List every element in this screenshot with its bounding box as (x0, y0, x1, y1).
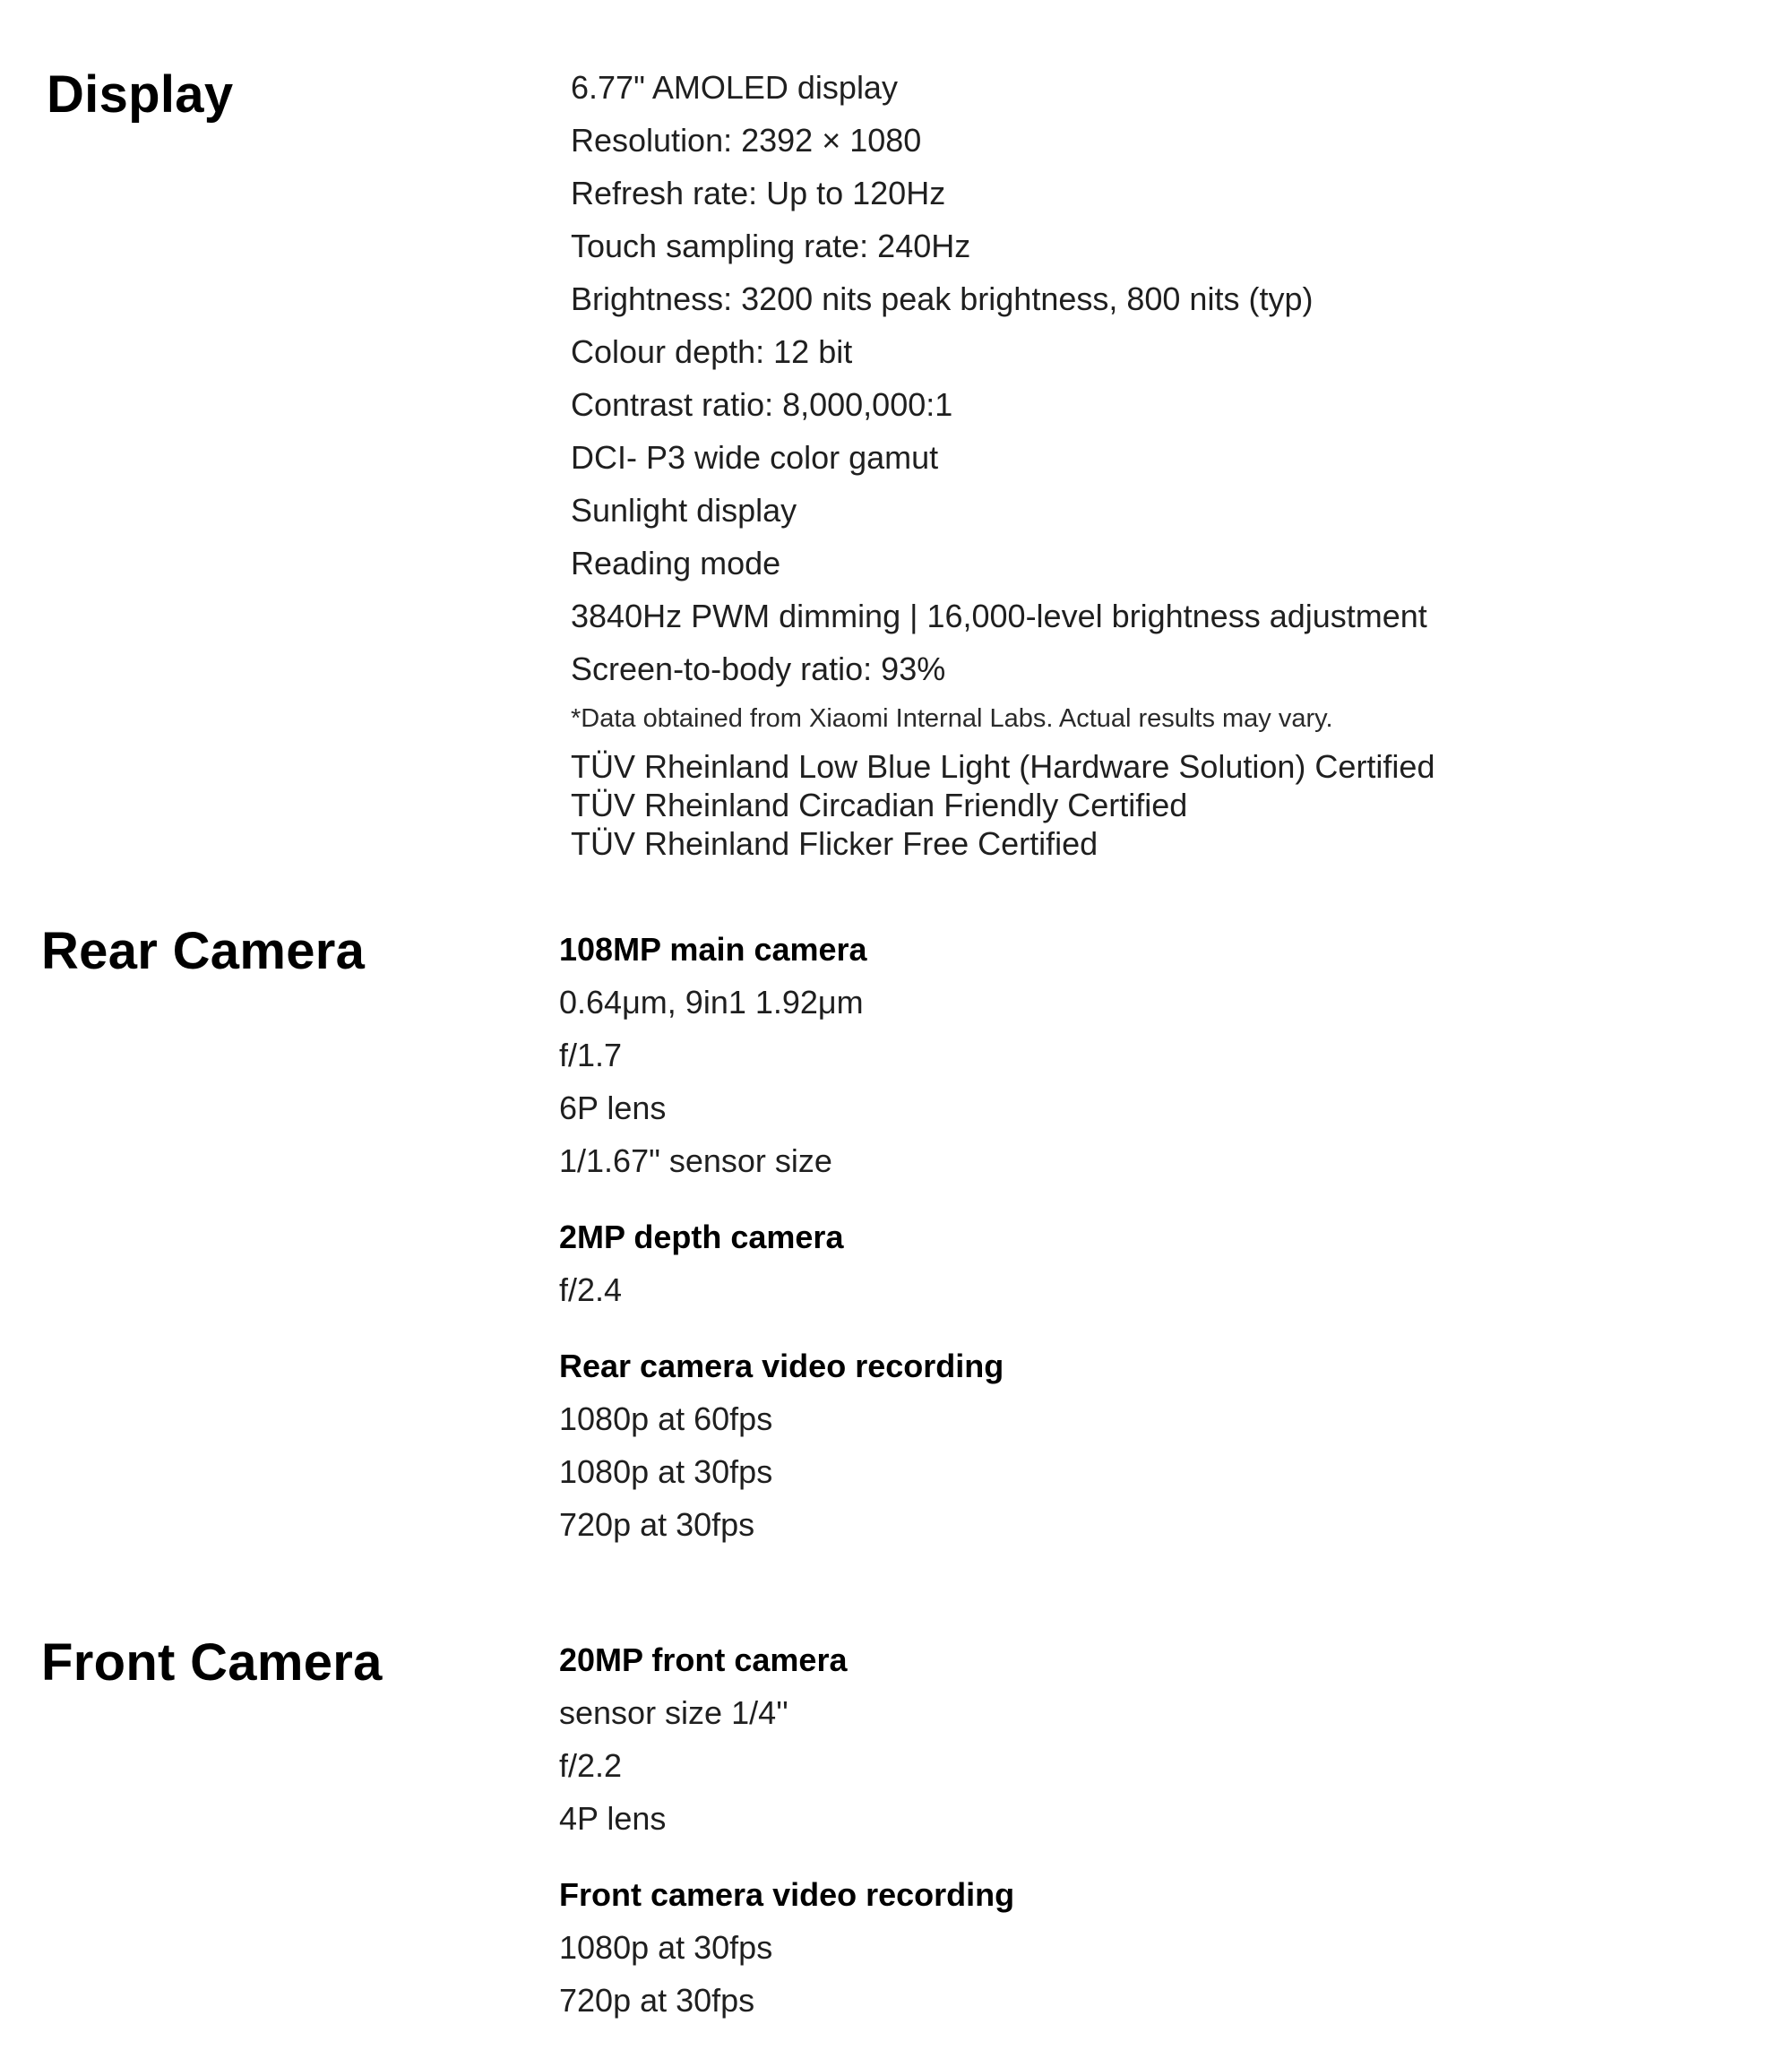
rear-camera-specs (559, 923, 1004, 1551)
display-spec-line: Colour depth: 12 bit (571, 333, 853, 370)
display-title: Display (47, 65, 234, 124)
rear-camera-title: Rear Camera (41, 922, 366, 980)
spec-item: 1080p at 30fps (559, 1453, 773, 1490)
spec-item: 1080p at 60fps (559, 1400, 773, 1437)
spec-item: f/2.4 (559, 1271, 623, 1308)
spec-group (559, 1633, 1014, 1845)
spec-group-heading: Front camera video recording (559, 1876, 1015, 1913)
display-spec-line: 3840Hz PWM dimming | 16,000-level brightness adjustment (571, 598, 1427, 634)
spec-item: 1/1.67" sensor size (559, 1142, 832, 1179)
display-spec-line: Screen-to-body ratio: 93% (571, 650, 946, 687)
display-spec-line: Brightness: 3200 nits peak brightness, 800 nits (typ) (571, 280, 1314, 317)
spec-item: f/1.7 (559, 1037, 623, 1073)
display-spec-line: Resolution: 2392 × 1080 (571, 122, 922, 159)
front-camera-specs (559, 1633, 1014, 2027)
certification-item: TÜV Rheinland Low Blue Light (Hardware Solution) Certified (571, 748, 1435, 785)
spec-item: 1080p at 30fps (559, 1929, 773, 1966)
display-spec-line: Contrast ratio: 8,000,000:1 (571, 386, 953, 423)
certification-item: TÜV Rheinland Flicker Free Certified (571, 825, 1098, 862)
spec-item: 0.64μm, 9in1 1.92μm (559, 984, 864, 1021)
spec-item: sensor size 1/4'' (559, 1694, 788, 1731)
spec-group-heading: 2MP depth camera (559, 1219, 844, 1255)
spec-group (559, 1210, 1004, 1316)
front-camera-title: Front Camera (41, 1633, 383, 1692)
display-spec-line: Sunlight display (571, 492, 797, 529)
display-spec-line: Touch sampling rate: 240Hz (571, 228, 971, 264)
display-spec-line: DCI- P3 wide color gamut (571, 439, 939, 476)
spec-item: f/2.2 (559, 1747, 623, 1784)
certification-item: TÜV Rheinland Circadian Friendly Certified (571, 787, 1188, 823)
display-spec-line: Refresh rate: Up to 120Hz (571, 175, 946, 211)
display-specs (571, 61, 1434, 863)
spec-group (559, 1868, 1014, 2027)
disclaimer-note: *Data obtained from Xiaomi Internal Labs. Actual results may vary. (571, 704, 1333, 733)
display-spec-line: 6.77" AMOLED display (571, 69, 898, 106)
spec-group-heading: 108MP main camera (559, 931, 867, 968)
spec-group-heading: Rear camera video recording (559, 1348, 1004, 1384)
spec-group-heading: 20MP front camera (559, 1641, 848, 1678)
certifications-list (571, 742, 1434, 863)
spec-group (559, 1339, 1004, 1551)
spec-item: 720p at 30fps (559, 1506, 755, 1543)
display-spec-line: Reading mode (571, 545, 781, 581)
spec-item: 4P lens (559, 1800, 667, 1837)
spec-group (559, 923, 1004, 1187)
spec-item: 6P lens (559, 1090, 667, 1126)
spec-item: 720p at 30fps (559, 1982, 755, 2019)
